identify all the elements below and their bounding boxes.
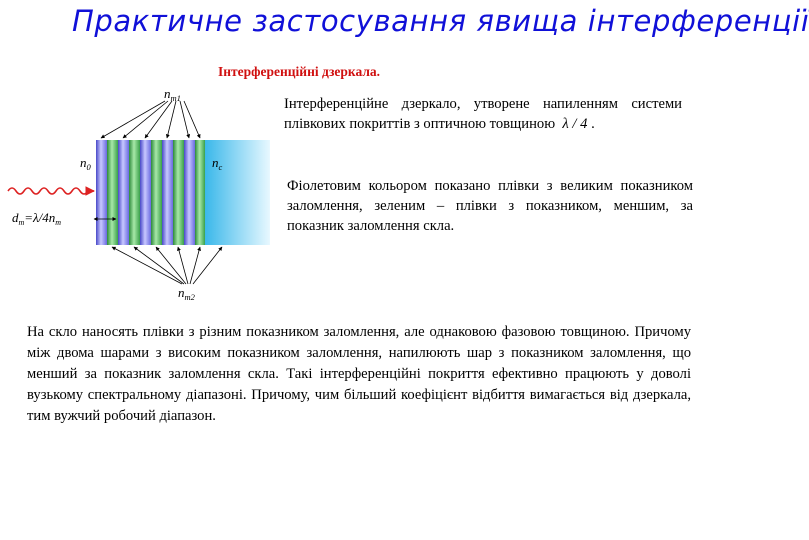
film-stack	[96, 140, 205, 245]
label-nm1: $n_{m1}$	[164, 86, 181, 103]
slide-title: Практичне застосування явища інтерференції	[72, 4, 809, 38]
arrows-nm2	[112, 247, 222, 284]
green-film	[129, 140, 140, 245]
mirror-description	[284, 94, 682, 134]
color-legend-text: Фіолетовим кольором показано плівки з великим показником заломлення, зеленим – плівки з показником, меншим, за показник заломлення скла.	[287, 178, 693, 234]
label-n0: $n_0$	[80, 155, 91, 172]
violet-film	[140, 140, 151, 245]
interference-mirror-diagram	[0, 80, 290, 305]
violet-film	[162, 140, 173, 245]
green-film	[195, 140, 205, 245]
green-film	[173, 140, 184, 245]
mirror-description-end: .	[591, 116, 595, 132]
label-thickness: $d_m=\lambda/4n_m$	[12, 210, 62, 227]
section-subtitle: Інтерференційні дзеркала.	[218, 64, 381, 79]
incident-wave	[8, 188, 88, 194]
green-film	[151, 140, 162, 245]
violet-film	[184, 140, 195, 245]
mirror-description-text: Інтерференційне дзеркало, утворене напиленням системи плівкових покриттів з оптичною товщиною	[284, 96, 682, 132]
label-nc: $n_c$	[212, 155, 223, 172]
violet-film	[118, 140, 129, 245]
violet-film	[96, 140, 107, 245]
quarter-wave-formula: λ / 4	[562, 116, 588, 132]
label-nm2: $n_{m2}$	[178, 285, 195, 302]
green-film	[107, 140, 118, 245]
body-paragraph: На скло наносять плівки з різним показником заломлення, але однаковою фазовою товщиною. Причому між двома шарами з високим показником заломлення, напилюють шар з показником заломлення, що менший за показник заломлення скла. Такі інтерференційні покриття ефективно працюють у доволі вузькому спектральному діапазоні. Причому, чим більший коефіцієнт відбиття вимагається від дзеркала, тим вужчий робочий діапазон.	[27, 324, 691, 424]
arrows-nm1	[101, 101, 200, 138]
